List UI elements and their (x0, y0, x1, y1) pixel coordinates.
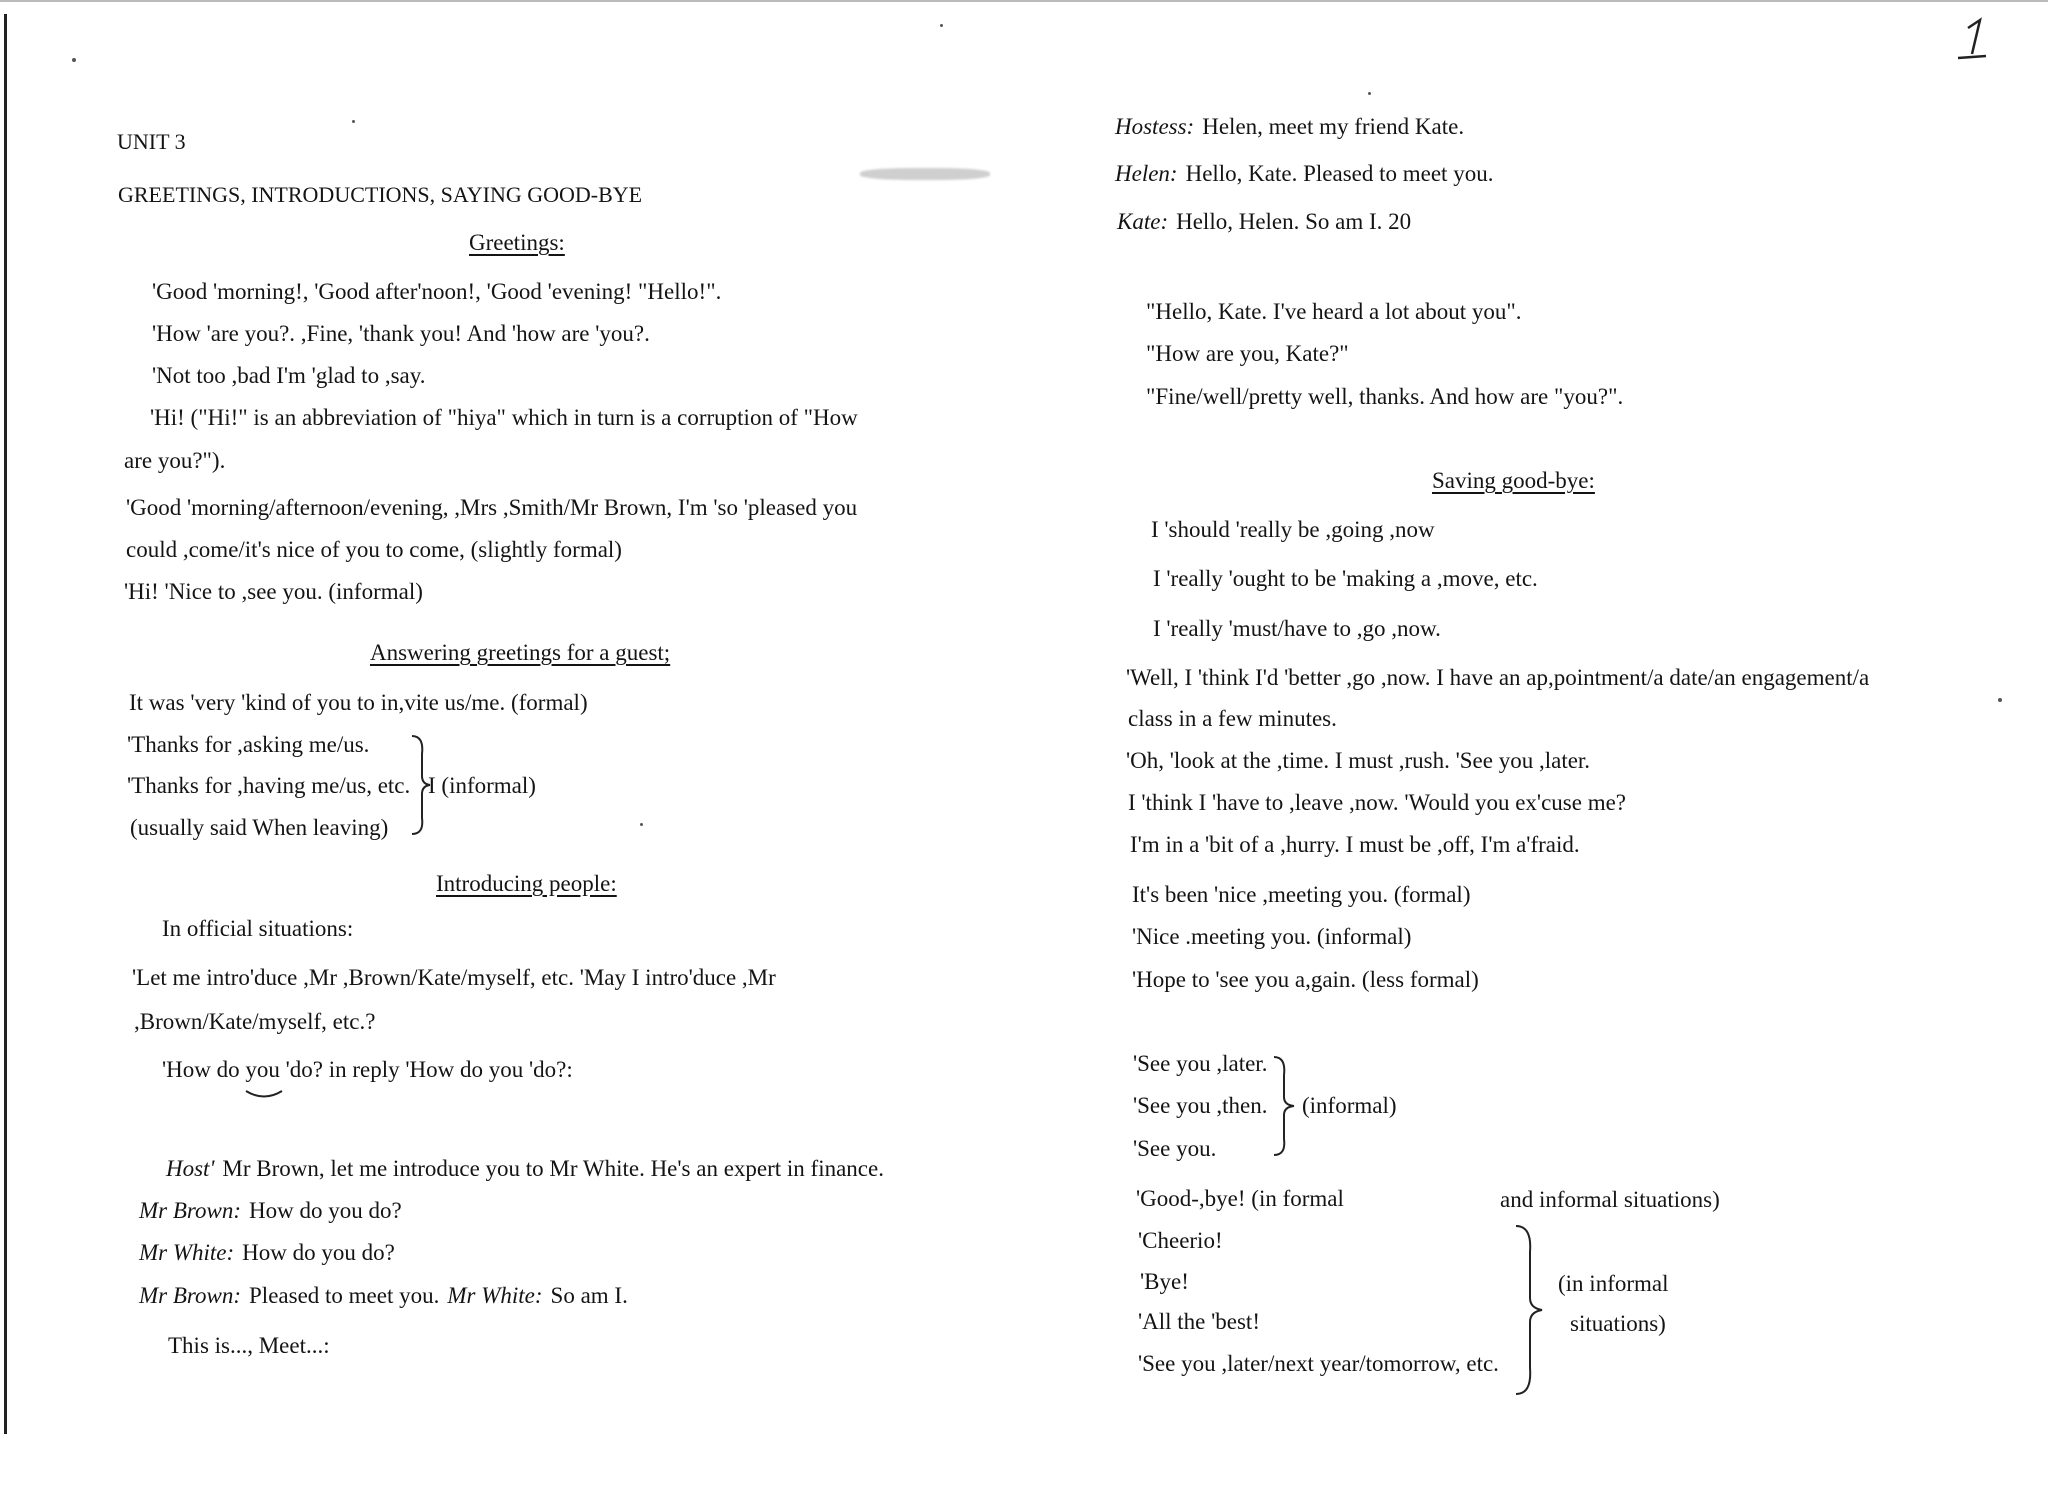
greeting-line: 'Good 'morning!, 'Good after'noon!, 'Good 'evening! "Hello!". (152, 279, 722, 304)
goodbye-line: 'Well, I 'think I'd 'better ,go ,now. I have an ap,pointment/a date/an engagement/a (1126, 665, 1870, 690)
goodbye-line: I 'really 'ought to be 'making a ,move, etc. (1153, 566, 1538, 591)
speck (1998, 698, 2002, 702)
greeting-line: 'Hi! 'Nice to ,see you. (informal) (124, 579, 423, 604)
speaker: Mr Brown: (139, 1283, 242, 1308)
speaker: Mr White: (139, 1240, 235, 1265)
greeting-line: 'How 'are you?. ,Fine, 'thank you! And 'how are 'you?. (152, 321, 650, 346)
utterance: Helen, meet my friend Kate. (1202, 114, 1465, 139)
see-you-line: 'See you. (1133, 1136, 1217, 1161)
speaker: Host' (166, 1156, 215, 1181)
section-heading-answering: Answering greetings for a guest; (370, 640, 671, 665)
page-top-edge (0, 0, 2048, 2)
goodbye-line: 'Oh, 'look at the ,time. I must ,rush. 'See you ,later. (1126, 748, 1591, 773)
informal-item: 'All the 'best! (1138, 1309, 1260, 1334)
section-heading-greetings: Greetings: (469, 230, 565, 255)
answer-informal-note: I (informal) (428, 773, 536, 798)
goodbye-line: I 'really 'must/have to ,go ,now. (1153, 616, 1441, 641)
answer-line: (usually said When leaving) (130, 815, 389, 840)
answer-line: 'Thanks for ,having me/us, etc. (127, 773, 411, 798)
page-left-edge (4, 14, 7, 1434)
right-brace (408, 732, 434, 838)
greeting-line: 'Not too ,bad I'm 'glad to ,say. (152, 363, 426, 388)
dialogue-line (1115, 160, 1493, 188)
quote-line: "Fine/well/pretty well, thanks. And how are "you?". (1146, 384, 1624, 409)
dialogue-line (139, 1239, 395, 1267)
quote-line: "How are you, Kate?" (1146, 341, 1349, 366)
goodbye-line: 'Nice .meeting you. (informal) (1132, 924, 1412, 949)
informal-item: 'Bye! (1140, 1269, 1189, 1294)
dialogue-line (166, 1155, 884, 1183)
dialogue-line (1115, 113, 1464, 141)
goodbye-line: It's been 'nice ,meeting you. (formal) (1132, 882, 1471, 907)
informal-item: 'Cheerio! (1138, 1228, 1223, 1253)
section-heading-goodbye: Saving good-bye: (1432, 468, 1595, 493)
informal-item: 'See you ,later/next year/tomorrow, etc. (1138, 1351, 1499, 1376)
see-you-line: 'See you ,later. (1133, 1051, 1268, 1076)
speck (72, 58, 76, 62)
page-title: GREETINGS, INTRODUCTIONS, SAYING GOOD-BYE (118, 182, 643, 207)
answer-line: 'Thanks for ,asking me/us. (127, 732, 370, 757)
dialogue-line (139, 1282, 628, 1310)
dialogue-line (139, 1197, 402, 1225)
official-label: In official situations: (162, 916, 354, 941)
utterance: So am I. (550, 1283, 628, 1308)
goodbye-formal-line-b: and informal situations) (1500, 1187, 1720, 1212)
quote-line: "Hello, Kate. I've heard a lot about you". (1146, 299, 1522, 324)
speck (940, 24, 943, 27)
goodbye-formal-line: 'Good-,bye! (in formal (1136, 1186, 1344, 1211)
right-brace (1512, 1222, 1546, 1398)
scan-smudge (860, 168, 990, 180)
goodbye-line: class in a few minutes. (1128, 706, 1337, 731)
utterance: How do you do? (242, 1240, 395, 1265)
answer-line: It was 'very 'kind of you to in,vite us/me. (formal) (129, 690, 588, 715)
greeting-line: are you?"). (124, 448, 226, 473)
informal-note: (in informal (1558, 1271, 1669, 1296)
right-brace (1270, 1053, 1298, 1159)
greeting-line: 'Good 'morning/afternoon/evening, ,Mrs ,Smith/Mr Brown, I'm 'so 'pleased you (126, 495, 858, 520)
intro-line: 'How do you 'do? in reply 'How do you 'do?: (162, 1057, 573, 1082)
intro-line: 'Let me intro'duce ,Mr ,Brown/Kate/myself, etc. 'May I intro'duce ,Mr (132, 965, 776, 990)
see-you-line: 'See you ,then. (1133, 1093, 1268, 1118)
intro-line: ,Brown/Kate/myself, etc.? (134, 1009, 376, 1034)
handwritten-underline (244, 1088, 284, 1102)
utterance: How do you do? (249, 1198, 402, 1223)
greeting-line: could ,come/it's nice of you to come, (slightly formal) (126, 537, 622, 562)
speaker: Helen: (1115, 161, 1178, 186)
speaker: Kate: (1117, 209, 1169, 234)
unit-label: UNIT 3 (117, 129, 186, 154)
informal-note: (informal) (1302, 1093, 1397, 1118)
utterance: Hello, Kate. Pleased to meet you. (1185, 161, 1494, 186)
speck (640, 823, 643, 826)
informal-note: situations) (1570, 1311, 1666, 1336)
greeting-line: 'Hi! ("Hi!" is an abbreviation of "hiya" which in turn is a corruption of "How (150, 405, 858, 430)
utterance: Hello, Helen. So am I. 20 (1176, 209, 1412, 234)
speaker: Hostess: (1115, 114, 1195, 139)
speaker: Mr White: (447, 1283, 543, 1308)
speck (1368, 92, 1371, 95)
speck (352, 120, 355, 123)
speaker: Mr Brown: (139, 1198, 242, 1223)
goodbye-line: 'Hope to 'see you a,gain. (less formal) (1132, 967, 1479, 992)
goodbye-line: I 'should 'really be ,going ,now (1151, 517, 1435, 542)
section-heading-introducing: Introducing people: (436, 871, 617, 896)
utterance: Mr Brown, let me introduce you to Mr White. He's an expert in finance. (222, 1156, 884, 1181)
goodbye-line: I 'think I 'have to ,leave ,now. 'Would you ex'cuse me? (1128, 790, 1627, 815)
utterance: Pleased to meet you. (249, 1283, 440, 1308)
goodbye-line: I'm in a 'bit of a ,hurry. I must be ,off, I'm a'fraid. (1130, 832, 1580, 857)
handwritten-page-number (1946, 10, 2006, 70)
dialogue-line (1117, 208, 1411, 236)
this-is-line: This is..., Meet...: (168, 1333, 330, 1358)
